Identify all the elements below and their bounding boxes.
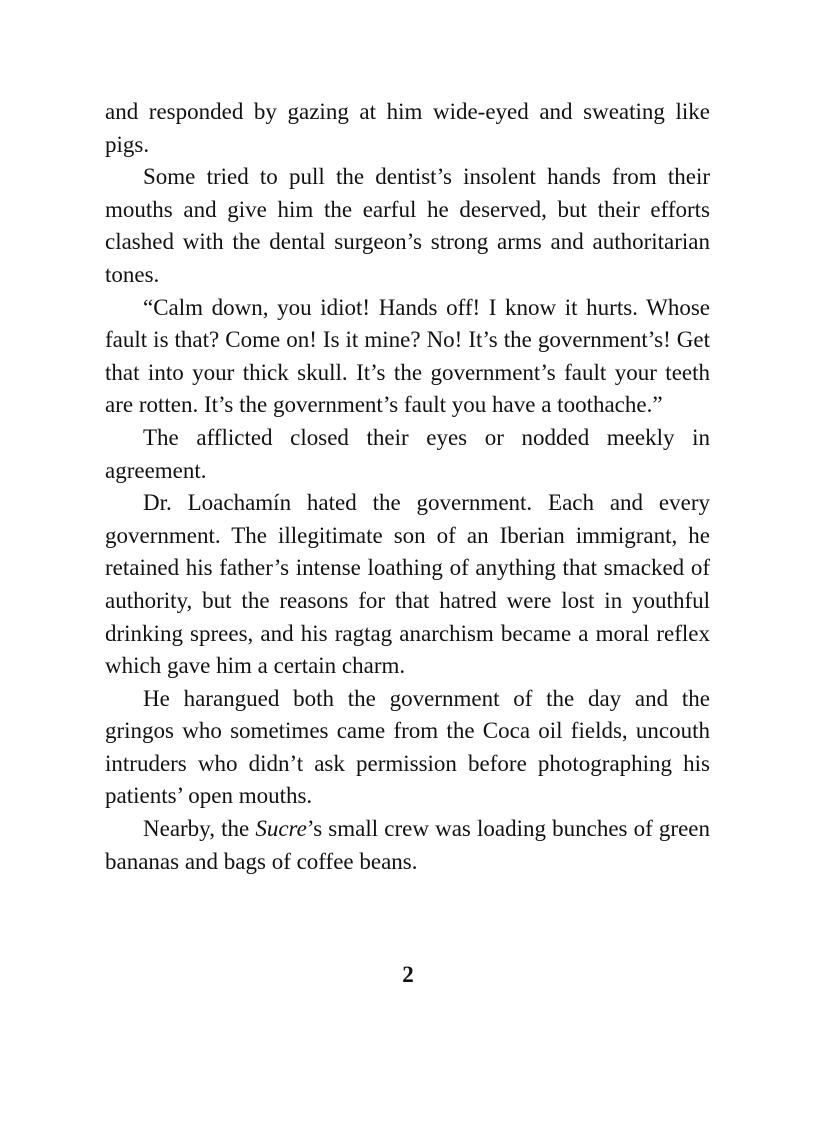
paragraph-2: Some tried to pull the dentist’s insolent hands from their mouths and give him the earful he deserved, but their efforts clashed with the dental surgeon’s strong arms and authoritarian tones. [105, 164, 710, 287]
paragraph-7-before: Nearby, the [143, 816, 256, 842]
paragraph-6: He harangued both the government of the day and the gringos who sometimes came from the Coca oil fields, uncouth intruders who didn’t ask permission before photographing his patients’ open mouths. [105, 685, 710, 809]
page-body [105, 96, 710, 878]
paragraph-3: “Calm down, you idiot! Hands off! I know it hurts. Whose fault is that? Come on! Is it mine? No! It’s the government’s! Get that into your thick skull. It’s the government’s fault your teeth are rotten. It’s the government’s fault you have a toothache.” [105, 294, 710, 418]
paragraph-7 [105, 813, 710, 878]
page-number: 2 [402, 962, 414, 987]
paragraph-1: and responded by gazing at him wide-eyed and sweating like pigs. [105, 99, 710, 157]
paragraph-5: Dr. Loachamín hated the government. Each and every government. The illegitimate son of an Iberian immigrant, he retained his father’s intense loathing of anything that smacked of authority, but the reasons for that hatred were lost in youthful drinking sprees, and his ragtag anarchism became a moral reflex which gave him a certain charm. [105, 490, 710, 679]
ship-name: Sucre [255, 816, 307, 842]
paragraph-7-after: ’s small crew was loading bunches of green bananas and bags of coffee beans. [105, 816, 710, 874]
paragraph-4: The afflicted closed their eyes or nodded meekly in agreement. [105, 424, 710, 483]
